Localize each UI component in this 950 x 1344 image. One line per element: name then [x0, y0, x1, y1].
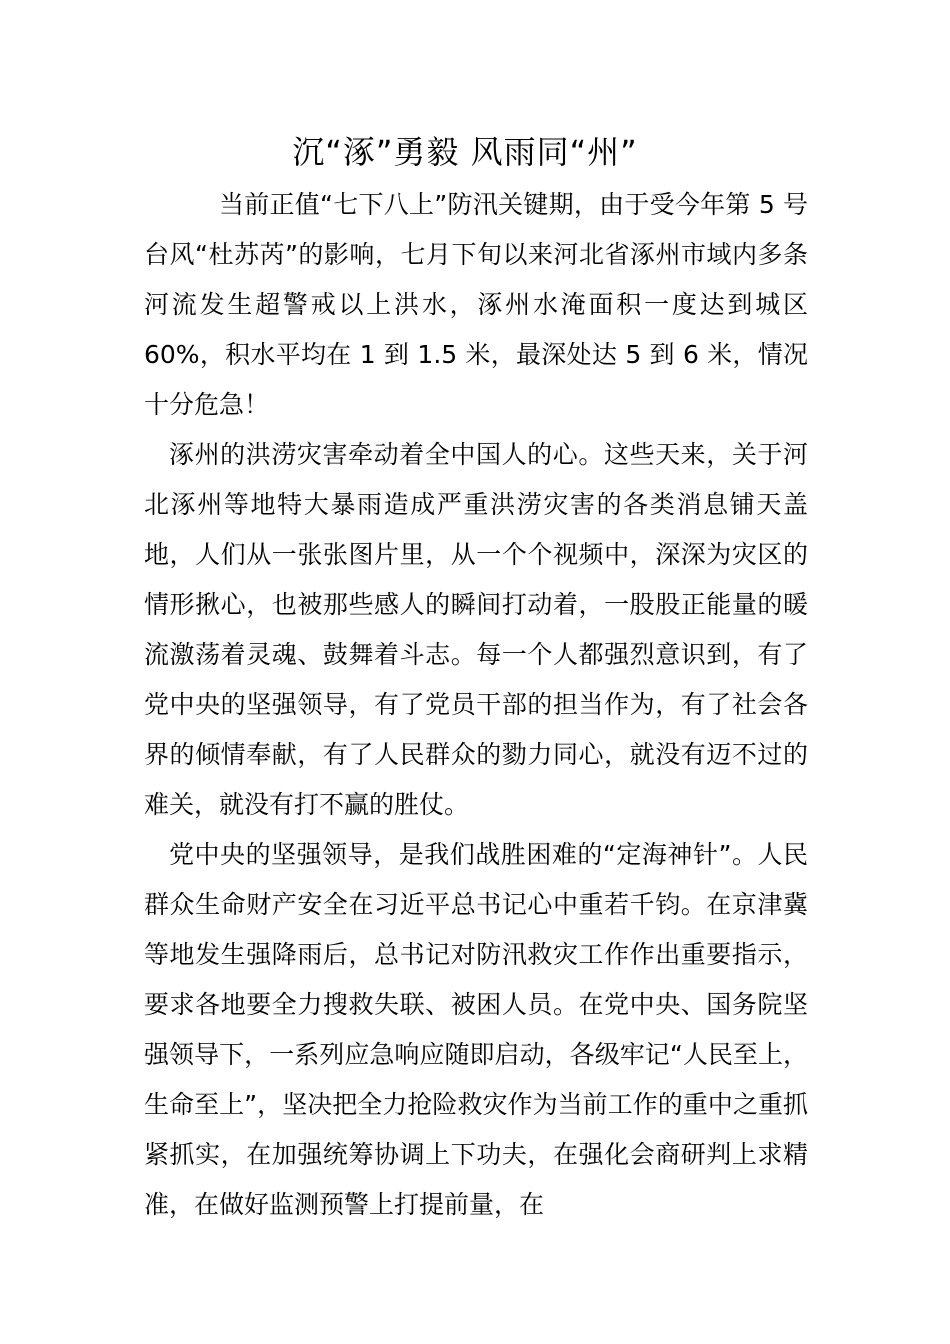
document-body: [144, 180, 808, 1230]
paragraph-1: 当前正值“七下八上”防汛关键期，由于受今年第 5 号台风“杜苏芮”的影响，七月下旬以来河北省涿州市域内多条河流发生超警戒以上洪水，涿州水淹面积一度达到城区 60%，积水平均在 1 到 1.5 米，最深处达 5 到 6 米，情况十分危急！: [144, 190, 808, 419]
paragraph-2: 涿州的洪涝灾害牵动着全中国人的心。这些天来，关于河北涿州等地特大暴雨造成严重洪涝灾害的各类消息铺天盖地，人们从一张张图片里，从一个个视频中，深深为灾区的情形揪心，也被那些感人的瞬间打动着，一股股正能量的暖流激荡着灵魂、鼓舞着斗志。每一个人都强烈意识到，有了党中央的坚强领导，有了党员干部的担当作为，有了社会各界的倾情奉献，有了人民群众的勠力同心，就没有迈不过的难关，就没有打不赢的胜仗。: [144, 440, 808, 819]
paragraph-3: 党中央的坚强领导，是我们战胜困难的“定海神针”。人民群众生命财产安全在习近平总书记心中重若千钧。在京津冀等地发生强降雨后，总书记对防汛救灾工作作出重要指示，要求各地要全力搜救失联、被困人员。在党中央、国务院坚强领导下，一系列应急响应随即启动，各级牢记“人民至上，生命至上”，坚决把全力抢险救灾作为当前工作的重中之重抓紧抓实，在加强统筹协调上下功夫，在强化会商研判上求精准，在做好监测预警上打提前量，在: [144, 840, 808, 1219]
document-title: 沉“涿”勇毅 风雨同“州”: [292, 133, 638, 171]
